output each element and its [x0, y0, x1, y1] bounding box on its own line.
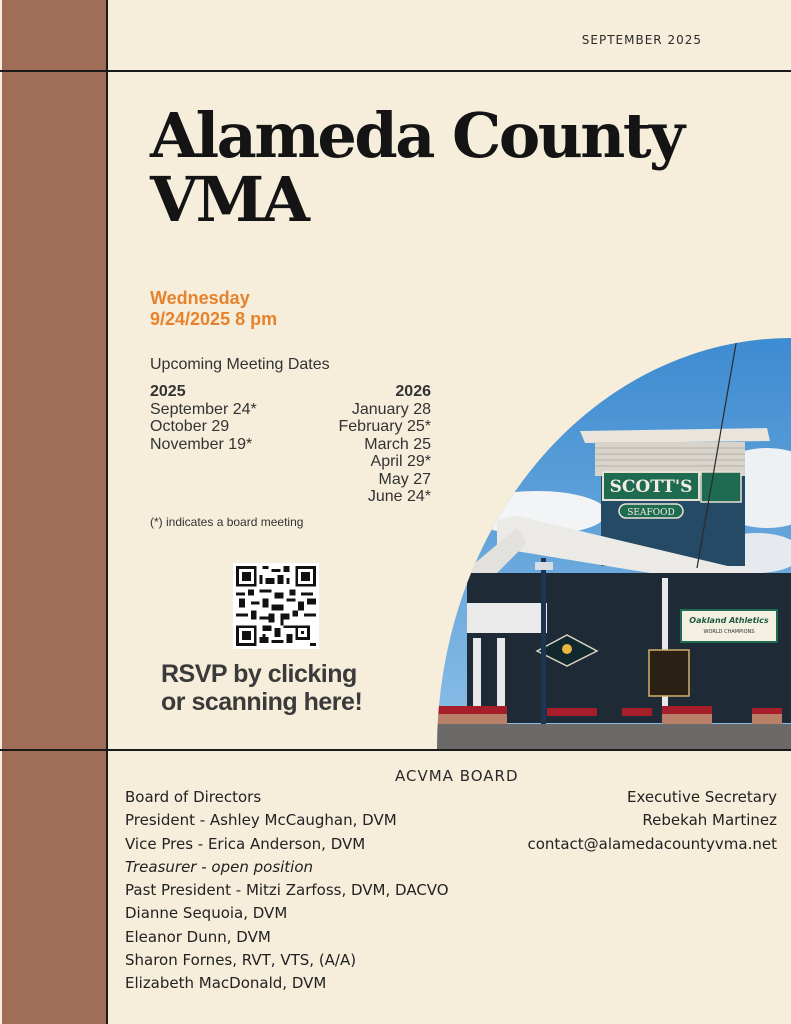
svg-text:SCOTT'S: SCOTT'S	[609, 477, 693, 497]
event-datetime	[150, 288, 277, 330]
board-member: Elizabeth MacDonald, DVM	[125, 974, 327, 993]
header-divider	[0, 70, 791, 72]
executive-secretary	[528, 786, 778, 856]
title-line-1: Alameda County	[150, 99, 683, 172]
page-title	[150, 99, 683, 236]
board-members-list	[125, 786, 449, 996]
rsvp-line-2: or scanning here!	[161, 688, 363, 716]
dates-2026	[339, 383, 432, 506]
svg-text:Oakland Athletics: Oakland Athletics	[689, 616, 769, 625]
board-member: Treasurer - open position	[125, 857, 314, 876]
date-item: May 27	[378, 470, 431, 488]
board-member: Dianne Sequoia, DVM	[125, 904, 288, 923]
date-item: April 29*	[370, 453, 431, 470]
meetings-heading: Upcoming Meeting Dates	[150, 356, 330, 373]
dates-2025	[150, 383, 257, 506]
rsvp-line-1: RSVP by clicking	[161, 660, 357, 688]
board-member: Vice Pres - Erica Anderson, DVM	[125, 834, 366, 853]
event-day: Wednesday	[150, 288, 250, 308]
board-member: Sharon Fornes, RVT, VTS, (A/A)	[125, 951, 357, 970]
year-heading: 2025	[150, 383, 186, 400]
rsvp-link[interactable]	[161, 660, 362, 716]
footer-divider	[0, 749, 791, 751]
secretary-name: Rebekah Martinez	[642, 811, 777, 830]
title-line-2: VMA	[150, 163, 308, 236]
board-member: Eleanor Dunn, DVM	[125, 927, 271, 946]
board-member: President - Ashley McCaughan, DVM	[125, 811, 397, 830]
restaurant-photo	[437, 338, 791, 749]
svg-text:SEAFOOD: SEAFOOD	[627, 508, 675, 518]
year-heading: 2026	[395, 383, 431, 400]
vertical-divider	[106, 0, 108, 1024]
date-item: October 29	[150, 418, 230, 435]
board-member: Past President - Mitzi Zarfoss, DVM, DACVO	[125, 881, 449, 900]
date-item: June 24*	[367, 488, 431, 505]
board-member: Board of Directors	[125, 788, 262, 806]
date-item: March 25	[364, 435, 431, 453]
contact-email-link[interactable]: contact@alamedacountyvma.net	[527, 834, 777, 853]
date-item: September 24*	[150, 400, 257, 418]
board-heading: ACVMA BOARD	[395, 767, 519, 785]
qr-code-icon[interactable]	[233, 563, 319, 649]
event-date: 9/24/2025 8 pm	[150, 309, 278, 329]
svg-text:WORLD CHAMPIONS: WORLD CHAMPIONS	[703, 629, 755, 635]
secretary-role: Executive Secretary	[627, 788, 777, 806]
date-item: January 28	[351, 400, 431, 418]
sidebar-stripe	[2, 0, 106, 1024]
date-item: November 19*	[150, 435, 253, 453]
issue-date: SEPTEMBER 2025	[581, 33, 702, 47]
meeting-dates	[150, 383, 431, 506]
date-item: February 25*	[338, 418, 431, 435]
board-meeting-note: (*) indicates a board meeting	[150, 515, 304, 529]
